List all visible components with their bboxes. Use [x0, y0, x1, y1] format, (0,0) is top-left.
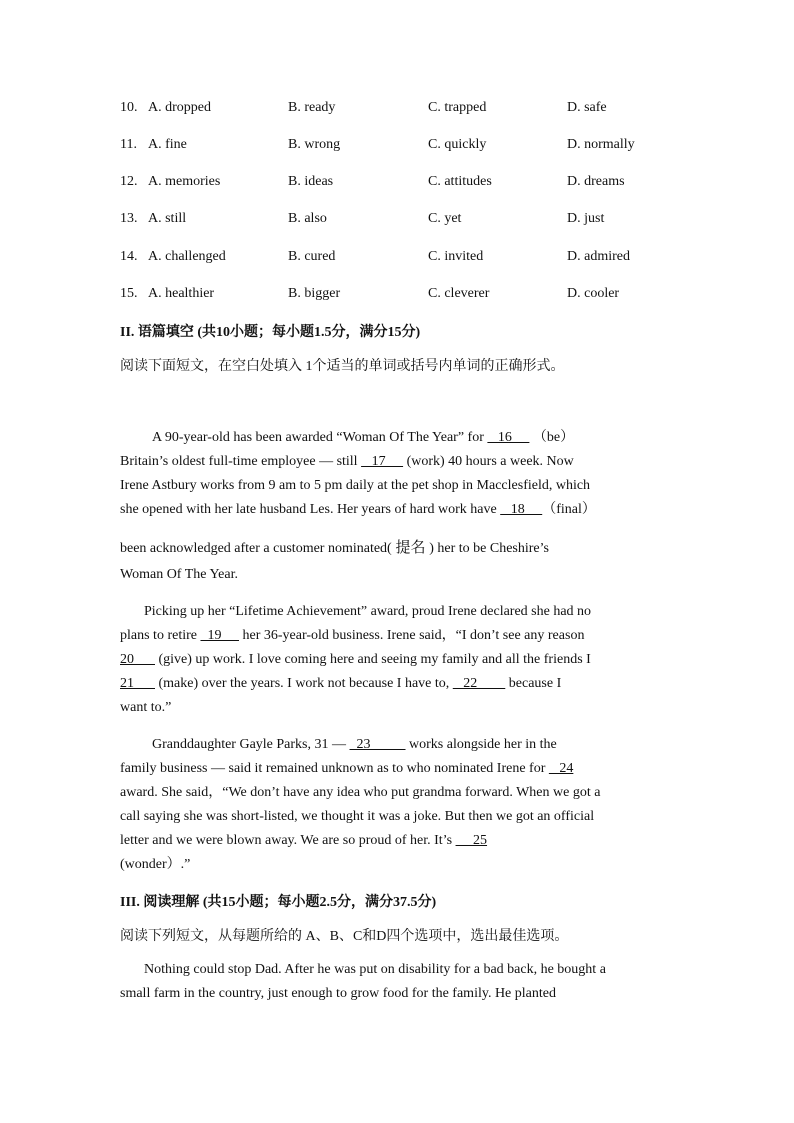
- question-14-options: [120, 249, 680, 269]
- passage-line: (wonder）.”: [120, 857, 191, 872]
- question-number: 13.: [120, 211, 138, 226]
- option-c: C. yet: [428, 211, 462, 226]
- passage-line: been acknowledged after a customer nominated( 提名 ) her to be Cheshire’s: [120, 540, 549, 556]
- option-b: B. wrong: [288, 137, 341, 152]
- question-13-options: [120, 211, 680, 231]
- passage-line: small farm in the country, just enough to grow food for the family. He planted: [120, 986, 556, 1001]
- question-10-options: [120, 100, 680, 120]
- option-b: B. ideas: [288, 174, 334, 189]
- passage-line: Irene Astbury works from 9 am to 5 pm daily at the pet shop in Macclesfield, which: [120, 478, 591, 493]
- section-2-instruction: 阅读下面短文，在空白处填入 1个适当的单词或括号内单词的正确形式。: [120, 359, 565, 374]
- passage-line: she opened with her late husband Les. Her years of hard work have 18 （final）: [120, 502, 596, 517]
- question-15-options: [120, 286, 680, 306]
- blank-17[interactable]: 17: [361, 454, 404, 469]
- question-number: 11.: [120, 137, 137, 152]
- blank-20[interactable]: 20: [120, 652, 155, 667]
- question-number: 15.: [120, 286, 138, 301]
- question-11-options: [120, 137, 680, 157]
- passage-line: call saying she was short-listed, we thought it was a joke. But then we got an official: [120, 809, 595, 824]
- blank-21[interactable]: 21: [120, 676, 155, 691]
- option-a: A. healthier: [148, 286, 215, 301]
- passage-line: letter and we were blown away. We are so proud of her. It’s 25: [120, 833, 488, 848]
- nominated-gloss: 提名: [391, 540, 430, 556]
- option-a: A. still: [148, 211, 187, 226]
- option-d: D. dreams: [567, 174, 625, 189]
- section-3-instruction: 阅读下列短文，从每题所给的 A、B、C和D四个选项中，选出最佳选项。: [120, 929, 569, 944]
- passage-line: Picking up her “Lifetime Achievement” award, proud Irene declared she had no: [144, 604, 592, 619]
- option-d: D. normally: [567, 137, 635, 152]
- blank-19[interactable]: 19: [200, 628, 239, 643]
- question-number: 14.: [120, 249, 138, 264]
- section-3-heading: III. 阅读理解 (共15小题；每小题2.5分，满分37.5分): [120, 895, 437, 910]
- passage-line: 21 (make) over the years. I work not because I have to, 22 because I: [120, 676, 562, 691]
- option-d: D. just: [567, 211, 605, 226]
- passage-line: Granddaughter Gayle Parks, 31 — 23 works alongside her in the: [152, 737, 557, 752]
- option-c: C. trapped: [428, 100, 487, 115]
- question-number: 12.: [120, 174, 138, 189]
- passage-line: Britain’s oldest full-time employee — still 17 (work) 40 hours a week. Now: [120, 454, 574, 469]
- blank-22[interactable]: 22: [452, 676, 506, 691]
- passage-line: family business — said it remained unknown as to who nominated Irene for 24: [120, 761, 574, 776]
- option-b: B. cured: [288, 249, 336, 264]
- passage-line: 20 (give) up work. I love coming here and seeing my family and all the friends I: [120, 652, 591, 667]
- option-c: C. attitudes: [428, 174, 492, 189]
- passage-line: Nothing could stop Dad. After he was put on disability for a bad back, he bought a: [144, 962, 606, 977]
- section-2-heading: II. 语篇填空 (共10小题；每小题1.5分，满分15分): [120, 325, 421, 340]
- passage-line: want to.”: [120, 700, 172, 715]
- blank-16[interactable]: 16: [487, 430, 530, 445]
- passage-line: plans to retire 19 her 36-year-old business. Irene said，“I don’t see any reason: [120, 628, 585, 643]
- option-d: D. cooler: [567, 286, 620, 301]
- option-c: C. invited: [428, 249, 484, 264]
- passage-line: award. She said，“We don’t have any idea who put grandma forward. When we got a: [120, 785, 601, 800]
- blank-25[interactable]: 25: [455, 833, 488, 848]
- option-b: B. bigger: [288, 286, 341, 301]
- option-a: A. dropped: [148, 100, 211, 115]
- blank-23[interactable]: 23: [349, 737, 406, 752]
- option-b: B. ready: [288, 100, 336, 115]
- option-b: B. also: [288, 211, 327, 226]
- question-number: 10.: [120, 100, 138, 115]
- option-d: D. admired: [567, 249, 630, 264]
- blank-24[interactable]: 24: [548, 761, 574, 776]
- option-a: A. challenged: [148, 249, 226, 264]
- option-a: A. fine: [148, 137, 187, 152]
- blank-18[interactable]: 18: [500, 502, 543, 517]
- option-d: D. safe: [567, 100, 607, 115]
- passage-line: A 90-year-old has been awarded “Woman Of The Year” for 16 （be）: [152, 430, 575, 445]
- option-a: A. memories: [148, 174, 221, 189]
- passage-line: Woman Of The Year.: [120, 567, 238, 582]
- question-12-options: [120, 174, 680, 194]
- option-c: C. cleverer: [428, 286, 490, 301]
- option-c: C. quickly: [428, 137, 487, 152]
